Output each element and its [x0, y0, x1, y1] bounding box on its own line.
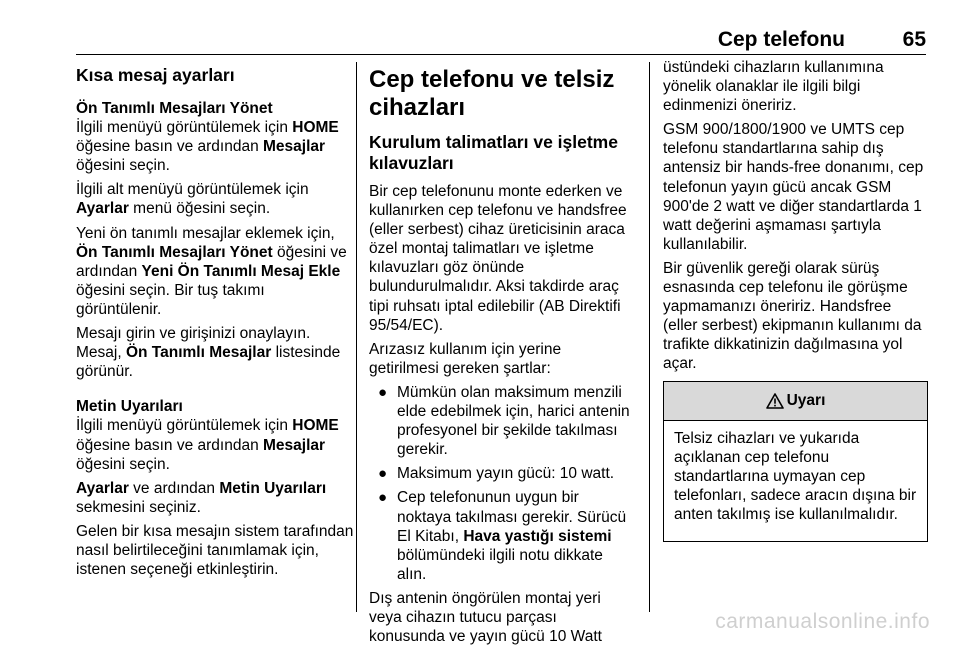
- warning-text: Telsiz cihazları ve yukarıda açıklanan cep telefonu standartlarına uymayan cep telefonları, sadece aracın dışına bir anten takılmış ise kullanılmalıdır.: [674, 429, 917, 523]
- list-item: ● Maksimum yayın gücü: 10 watt.: [378, 465, 615, 483]
- paragraph: Dış antenin öngörülen montaj yeri veya cihazın tutucu parçası konusunda ve yayın gücü 10 Watt: [369, 589, 602, 646]
- list-item: ● Cep telefonunun uygun bir noktaya takılması gerekir. Sürücü El Kitabı, Hava yastığı sistemi bölümündeki ilgili notu dikkate alın.: [378, 489, 627, 583]
- page-number: 65: [902, 28, 926, 51]
- subsection-heading-instructions: Kurulum talimatları ve işletme kılavuzları: [369, 132, 618, 173]
- warning-title: Uyarı: [786, 391, 826, 409]
- watermark: carmanualsonline.info: [715, 610, 930, 633]
- column-middle: [369, 58, 632, 651]
- paragraph: İlgili menüyü görüntülemek için HOME öğesine basın ve ardından Mesajlar öğesini seçin.: [76, 119, 339, 175]
- header-divider: [76, 54, 926, 55]
- warning-triangle-icon: [766, 393, 784, 409]
- paragraph: Ayarlar ve ardından Metin Uyarıları sekmesini seçiniz.: [76, 479, 327, 516]
- warning-box: [663, 381, 928, 542]
- paragraph: İlgili menüyü görüntülemek için HOME öğesine basın ve ardından Mesajlar öğesini seçin.: [76, 417, 339, 473]
- requirements-list: [369, 383, 632, 584]
- section-heading-sms-settings: Kısa mesaj ayarları: [76, 65, 235, 85]
- page-header-title: Cep telefonu: [717, 28, 845, 51]
- paragraph: Bir cep telefonunu monte ederken ve kullanırken cep telefonu ve handsfree (eller serbest) cihaz üreticisinin araca özel montaj talimatları ve işletme kılavuzları göz önünde bulundurulmalıdır. Aksi takdirde araç tipi ruhsatı iptal edilebilir (AB Direktifi 95/54/EC).: [369, 183, 627, 334]
- paragraph: üstündeki cihazların kullanımına yönelik olanaklar ile ilgili bilgi edinmenizi öneririz.: [663, 59, 884, 115]
- bullet-icon: ●: [378, 465, 388, 483]
- column-right: [663, 58, 926, 542]
- paragraph: Bir güvenlik gereği olarak sürüş esnasında cep telefonu ile görüşme yapmamanızı öneririz. Handsfree (eller serbest) ekipmanın kullanımı da trafikte dikkatinizin dağılmasına yol açar.: [663, 259, 922, 373]
- column-divider-2: [649, 62, 650, 612]
- column-divider-1: [356, 62, 357, 612]
- paragraph: Arızasız kullanım için yerine getirilmesi gereken şartlar:: [369, 340, 562, 377]
- column-left: [76, 58, 354, 584]
- bullet-icon: ●: [378, 383, 388, 401]
- bullet-icon: ●: [378, 489, 388, 507]
- subsection-title-predefined: Ön Tanımlı Mesajları Yönet: [76, 100, 273, 117]
- paragraph: İlgili alt menüyü görüntülemek için Ayarlar menü öğesini seçin.: [76, 181, 309, 218]
- paragraph: GSM 900/1800/1900 ve UMTS cep telefonu standartlarına sahip dış antensiz bir hands-free donanımı, cep telefonun yayın gücü ancak GSM 900'de 2 watt ve diğer standartlarda 1 watt değerini aşmaması şartıyla kullanılabilir.: [663, 121, 924, 253]
- subsection-title-text-alerts: Metin Uyarıları: [76, 398, 183, 416]
- paragraph: Gelen bir kısa mesajın sistem tarafından nasıl belirtileceğini tanımlamak için, istenen seçeneği etkinleştirin.: [76, 522, 354, 579]
- paragraph: Yeni ön tanımlı mesajlar eklemek için, Ön Tanımlı Mesajları Yönet öğesini ve ardından Yeni Ön Tanımlı Mesaj Ekle öğesini seçin. Bir tuş takımı görüntülenir.: [76, 224, 347, 318]
- paragraph: Mesajı girin ve girişinizi onaylayın. Mesaj, Ön Tanımlı Mesajlar listesinde görünür.: [76, 325, 341, 381]
- list-item: ● Mümkün olan maksimum menzili elde edebilmek için, harici antenin profesyonel bir şekilde takılması gerekir.: [378, 383, 630, 459]
- section-heading-mobile-phones: Cep telefonu ve telsiz cihazları: [369, 66, 615, 121]
- warning-header: [664, 382, 927, 421]
